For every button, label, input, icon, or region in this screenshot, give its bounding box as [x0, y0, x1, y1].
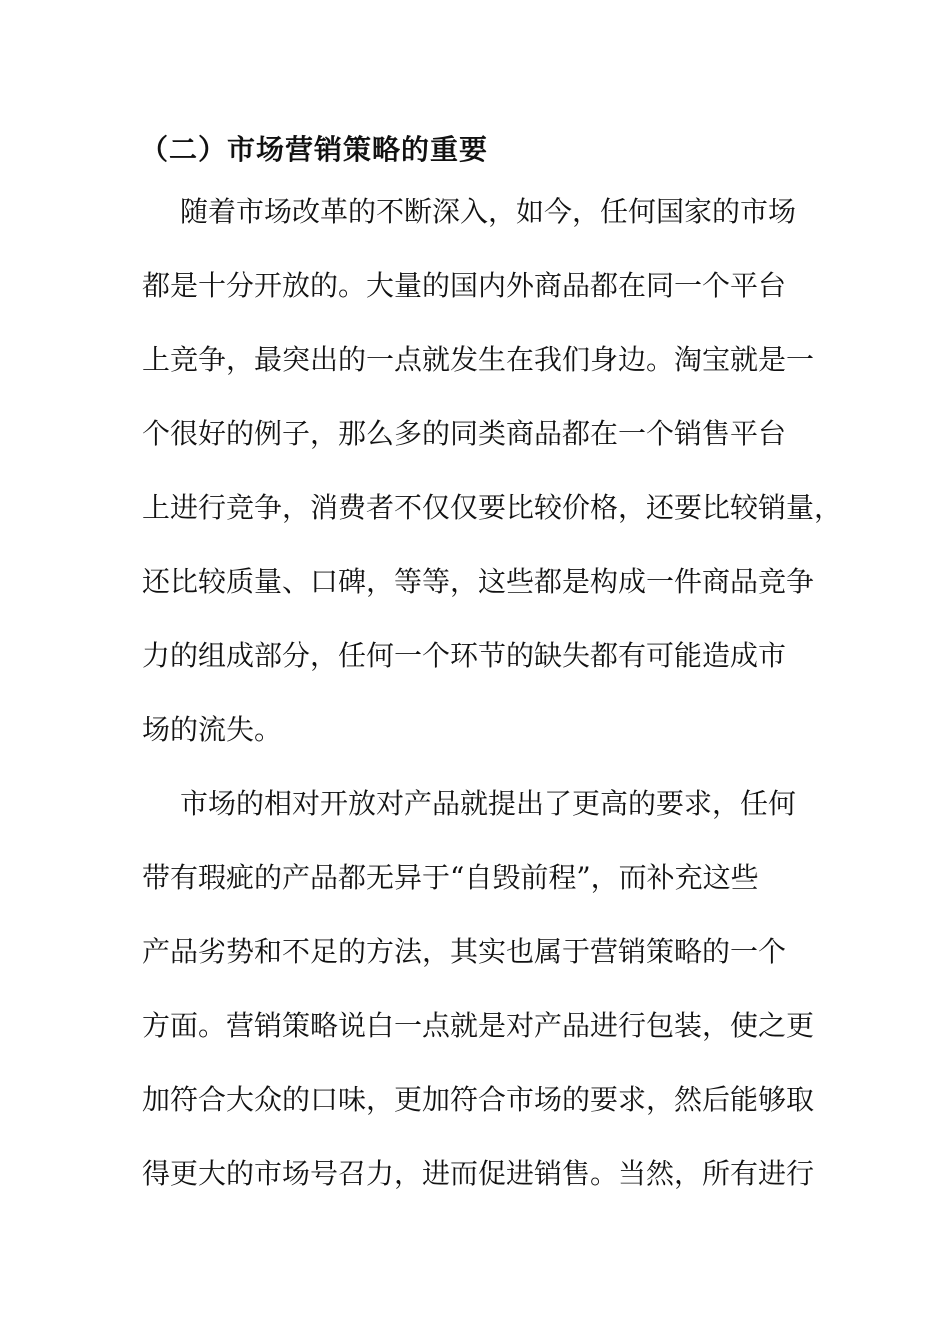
paragraph-2-line-6: 得更大的市场号召力，进而促进销售。当然，所有进行: [142, 1157, 815, 1190]
paragraph-2-line-3: 产品劣势和不足的方法，其实也属于营销策略的一个: [142, 935, 787, 968]
paragraph-1-line-7: 力的组成部分，任何一个环节的缺失都有可能造成市: [142, 639, 787, 672]
section-heading: （二）市场营销策略的重要: [140, 133, 489, 166]
paragraph-2-line-5: 加符合大众的口味，更加符合市场的要求，然后能够取: [142, 1083, 815, 1116]
paragraph-2-line-2: 带有瑕疵的产品都无异于“自毁前程”，而补充这些: [142, 861, 759, 894]
paragraph-1-line-4: 个很好的例子，那么多的同类商品都在一个销售平台: [142, 417, 787, 450]
paragraph-1-line-5: 上进行竞争，消费者不仅仅要比较价格，还要比较销量，: [142, 491, 843, 524]
paragraph-1-line-1: 随着市场改革的不断深入，如今，任何国家的市场: [180, 195, 797, 228]
paragraph-2-line-1: 市场的相对开放对产品就提出了更高的要求，任何: [180, 787, 797, 820]
paragraph-1-line-2: 都是十分开放的。大量的国内外商品都在同一个平台: [142, 269, 787, 302]
paragraph-1-line-6: 还比较质量、口碑，等等，这些都是构成一件商品竞争: [142, 565, 815, 598]
paragraph-1-line-8: 场的流失。: [142, 713, 283, 746]
paragraph-2-line-4: 方面。营销策略说白一点就是对产品进行包装，使之更: [142, 1009, 815, 1042]
paragraph-1-line-3: 上竞争，最突出的一点就发生在我们身边。淘宝就是一: [142, 343, 815, 376]
